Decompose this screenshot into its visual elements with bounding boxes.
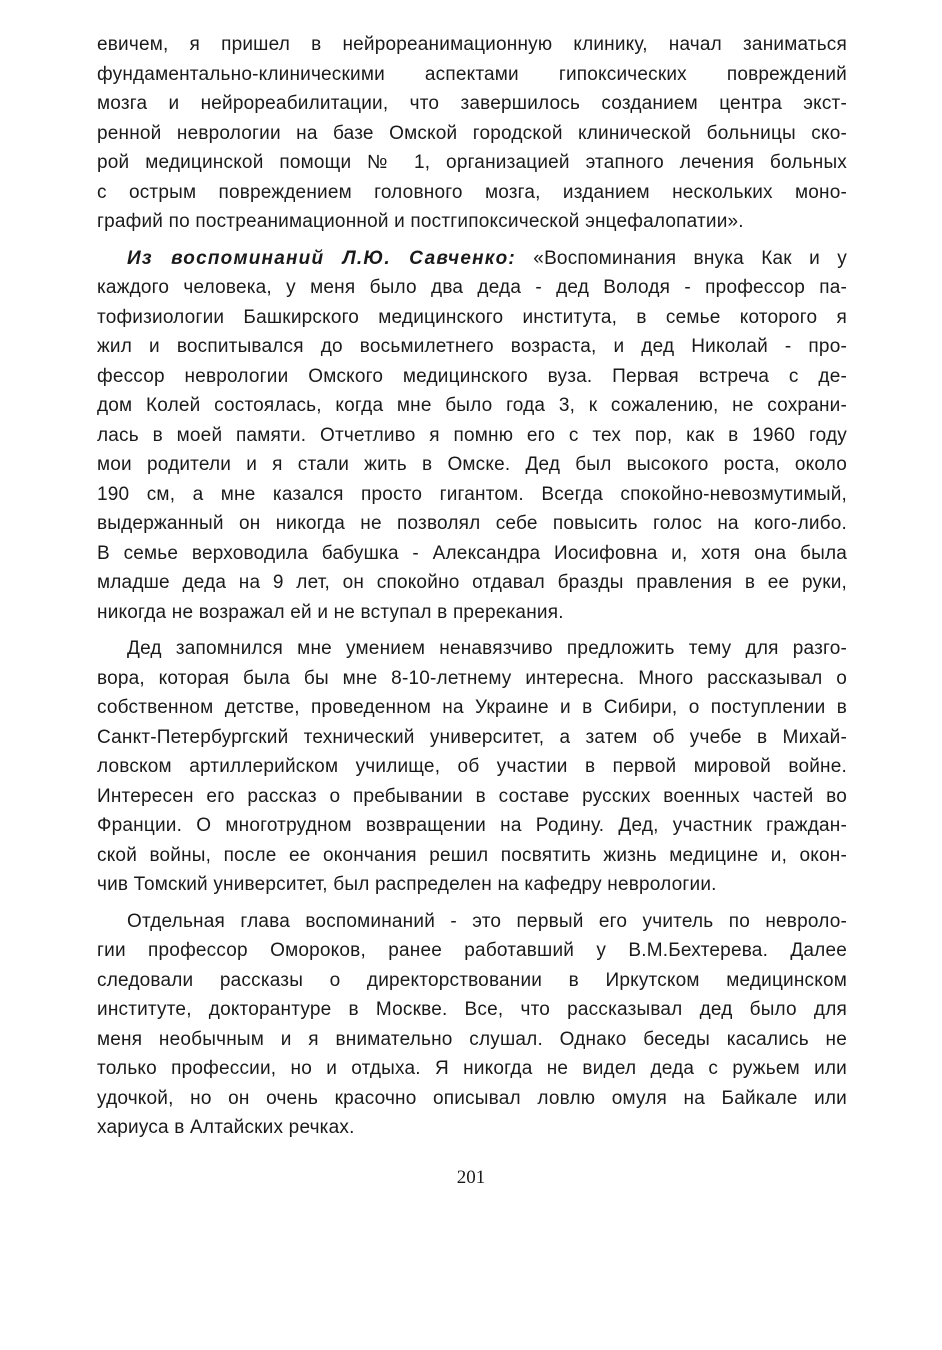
text-line: удочкой, но он очень красочно описывал ловлю омуля на Байкале или bbox=[97, 1087, 847, 1109]
text-line: ренной неврологии на базе Омской городской клинической больницы ско- bbox=[97, 122, 847, 144]
text-line: хариуса в Алтайских речках. bbox=[97, 1117, 355, 1138]
text-line: Интересен его рассказ о пребывании в составе русских военных частей во bbox=[97, 785, 847, 807]
text-line: меня необычным и я внимательно слушал. Однако беседы касались не bbox=[97, 1028, 847, 1050]
text-line: ской войны, после ее окончания решил посвятить жизнь медицине и, окон- bbox=[97, 844, 847, 866]
text-line: институте, докторантуре в Москве. Все, что рассказывал дед было для bbox=[97, 999, 847, 1020]
memoir-attribution: Из воспоминаний Л.Ю. Савченко: bbox=[127, 247, 516, 269]
text-line: с острым повреждением головного мозга, изданием нескольких моно- bbox=[97, 181, 847, 203]
text-line: выдержанный он никогда не позволял себе повысить голос на кого-либо. bbox=[97, 513, 847, 534]
text-line: дом Колей состоялась, когда мне было года 3, к сожалению, не сохрани- bbox=[97, 395, 847, 416]
text-line: вора, которая была бы мне 8-10-летнему интересна. Много рассказывал о bbox=[97, 667, 847, 689]
text-line: лась в моей памяти. Отчетливо я помню его с тех пор, как в 1960 году bbox=[97, 424, 847, 446]
paragraph-teacher bbox=[97, 907, 847, 1143]
text-line: гии профессор Омороков, ранее работавший у В.М.Бехтерева. Далее bbox=[97, 940, 847, 961]
text-line: ловском артиллерийском училище, об участии в первой мировой войне. bbox=[97, 756, 847, 777]
text-line: фундаментально-клиническими аспектами гипоксических повреждений bbox=[97, 63, 847, 85]
text-line: Франции. О многотрудном возвращении на Родину. Дед, участник граждан- bbox=[97, 815, 847, 836]
text-line: жил и воспитывался до восьмилетнего возраста, и дед Николай - про- bbox=[97, 336, 847, 357]
text-line: никогда не возражал ей и не вступал в пререкания. bbox=[97, 601, 564, 623]
text-line: Отдельная глава воспоминаний - это первый его учитель по невроло- bbox=[127, 910, 847, 932]
text-line: только профессии, но и отдыха. Я никогда не видел деда с ружьем или bbox=[97, 1058, 847, 1079]
paragraph-childhood bbox=[97, 634, 847, 900]
text-line: евичем, я пришел в нейрореанимационную клинику, начал заниматься bbox=[97, 34, 847, 55]
text-line: чив Томский университет, был распределен на кафедру неврологии. bbox=[97, 874, 717, 895]
text-line: фессор неврологии Омского медицинского вуза. Первая встреча с де- bbox=[97, 365, 847, 387]
paragraph-memoir-intro bbox=[97, 244, 847, 628]
text-fragment: «Воспоминания внука Как и у bbox=[533, 247, 847, 269]
text-line: младше деда на 9 лет, он спокойно отдавал бразды правления в ее руки, bbox=[97, 572, 847, 593]
page-body bbox=[97, 30, 847, 1150]
text-line: В семье верховодила бабушка - Александра Иосифовна и, хотя она была bbox=[97, 542, 847, 564]
text-line: собственном детстве, проведенном на Украине и в Сибири, о поступлении в bbox=[97, 697, 847, 718]
text-line: тофизиологии Башкирского медицинского института, в семье которого я bbox=[97, 306, 847, 328]
page-number: 201 bbox=[456, 1167, 486, 1188]
text-line: графий по постреанимационной и постгипоксической энцефалопатии». bbox=[97, 211, 744, 232]
text-line bbox=[97, 244, 847, 274]
text-line: следовали рассказы о директорствовании в Иркутском медицинском bbox=[97, 969, 847, 991]
text-line: каждого человека, у меня было два деда - дед Володя - профессор па- bbox=[97, 277, 847, 298]
text-line: рой медицинской помощи № 1, организацией этапного лечения больных bbox=[97, 152, 847, 173]
text-line: Дед запомнился мне умением ненавязчиво предложить тему для разго- bbox=[127, 638, 847, 659]
text-line: Санкт-Петербургский технический университет, а затем об учебе в Михай- bbox=[97, 726, 847, 748]
text-line: мои родители и я стали жить в Омске. Дед был высокого роста, около bbox=[97, 454, 847, 475]
paragraph-continuation bbox=[97, 30, 847, 237]
text-line: 190 см, а мне казался просто гигантом. Всегда спокойно-невозмутимый, bbox=[97, 483, 847, 505]
text-line: мозга и нейрореабилитации, что завершилось созданием центра экст- bbox=[97, 93, 847, 114]
